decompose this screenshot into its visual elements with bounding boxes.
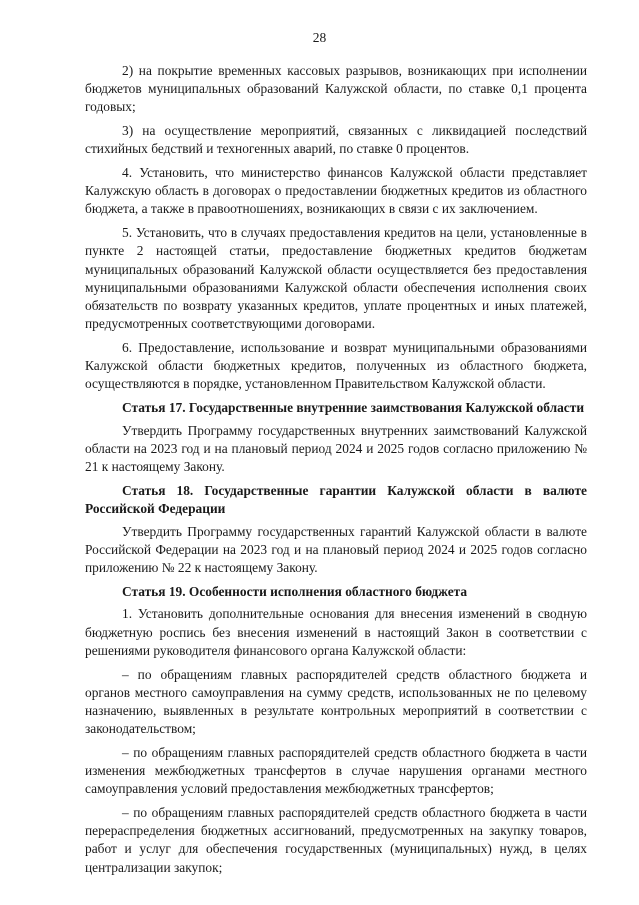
document-body: [85, 62, 587, 882]
article-17-heading: Статья 17. Государственные внутренние заимствования Калужской области: [122, 399, 585, 415]
paragraph-5-credits: 5. Установить, что в случаях предоставления кредитов на цели, установленные в пункте 2 настоящей статьи, предоставление бюджетных кредитов бюджетам муниципальных образований Калужской области осуществляется без предоставления муниципальными образованиями Калужской области обеспечения исполнения своих обязательств по возврату указанных кредитов, уплате процентных и иных платежей, предусмотренных соответствующими договорами.: [85, 225, 587, 332]
article-19-bullet-procurement: – по обращениям главных распорядителей средств областного бюджета в части перераспределения бюджетных ассигнований, предусмотренных на закупку товаров, работ и услуг для обеспечения государственных (муниципальных) нужд, в целях централизации закупок;: [85, 805, 587, 875]
article-17-text: Утвердить Программу государственных внутренних заимствований Калужской области на 2023 год и на плановый период 2024 и 2025 годов согласно приложению № 21 к настоящему Закону.: [85, 422, 587, 475]
article-19-item-1: 1. Установить дополнительные основания для внесения изменений в сводную бюджетную роспись без внесения изменений в настоящий Закон в соответствии с решениями руководителя финансового органа Калужской области:: [85, 606, 587, 658]
paragraph-2-cash-gaps: 2) на покрытие временных кассовых разрывов, возникающих при исполнении бюджетов муниципальных образований Калужской области, по ставке 0,1 процента годовых;: [85, 63, 587, 115]
page-number: 28: [312, 30, 327, 45]
article-19-heading: Статья 19. Особенности исполнения областного бюджета: [122, 583, 468, 599]
article-18-heading: Статья 18. Государственные гарантии Калужской области в валюте Российской Федерации: [85, 482, 587, 516]
paragraph-4-ministry: 4. Установить, что министерство финансов Калужской области представляет Калужскую область в договорах о предоставлении бюджетных кредитов из областного бюджета, а также в правоотношениях, возникающих в связи с их заключением.: [85, 165, 587, 217]
article-19-bullet-transfers: – по обращениям главных распорядителей средств областного бюджета в части изменения межбюджетных трансфертов в случае нарушения органами местного самоуправления условий предоставления межбюджетных трансфертов;: [85, 744, 587, 797]
article-18-text: Утвердить Программу государственных гарантий Калужской области в валюте Российской Федерации на 2023 год и на плановый период 2024 и 2025 годов согласно приложению № 22 к настоящему Закону.: [85, 523, 587, 576]
paragraph-3-disasters: 3) на осуществление мероприятий, связанных с ликвидацией последствий стихийных бедствий и техногенных аварий, по ставке 0 процентов.: [85, 123, 587, 157]
article-19-bullet-misuse: – по обращениям главных распорядителей средств областного бюджета и органов местного самоуправления на сумму средств, использованных не по целевому назначению, выявленных в результате контрольных мероприятий в соответствии с законодательством;: [85, 666, 587, 737]
paragraph-6-procedure: 6. Предоставление, использование и возврат муниципальными образованиями Калужской области бюджетных кредитов, полученных из областного бюджета, осуществляются в порядке, установленном Правительством Калужской области.: [85, 339, 587, 392]
